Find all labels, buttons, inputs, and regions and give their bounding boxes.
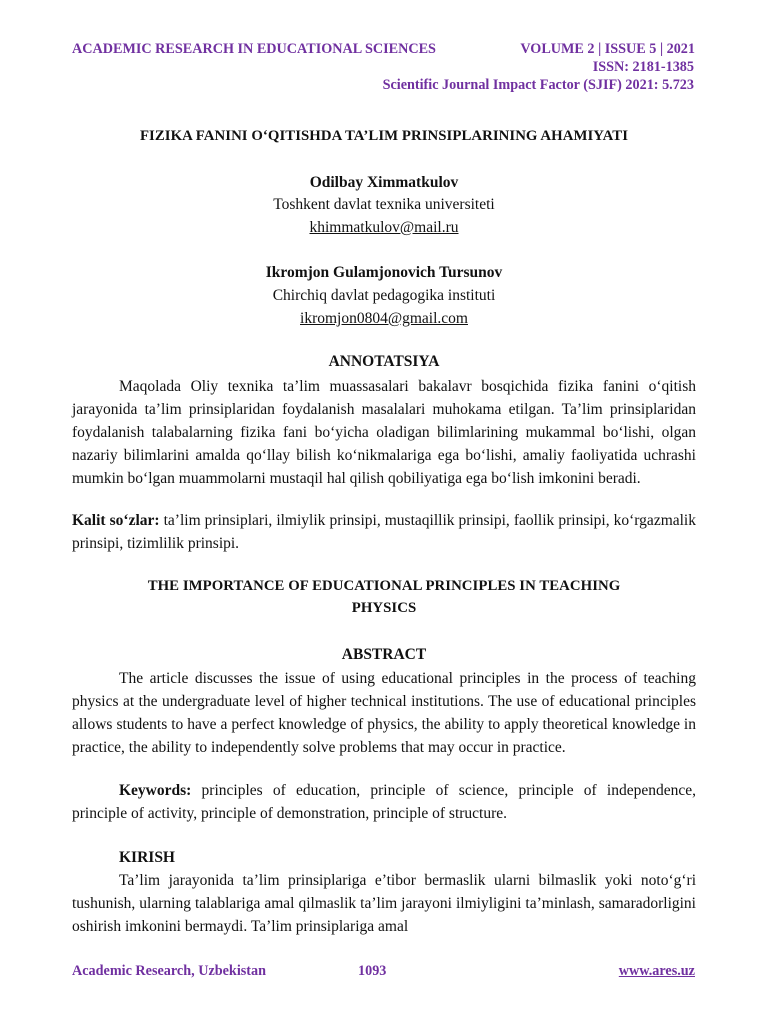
journal-name: ACADEMIC RESEARCH IN EDUCATIONAL SCIENCES [72,41,436,57]
keywords-label: Kalit so‘zlar: [72,512,160,529]
abstract-heading: ABSTRACT [341,646,427,663]
paper-title-en-line2: PHYSICS [351,600,417,616]
author-affiliation: Chirchiq davlat pedagogika instituti [272,287,496,304]
annotatsiya-text: Maqolada Oliy texnika ta’lim muassasalari bakalavr bosqichida fizika fanini o‘qitish jarayonida ta’lim prinsiplaridan foydalanish masalalari muhokama etilgan. Ta’lim prinsiplaridan foydalanish talabalarning fizika fani bo‘yicha oladigan bilimlarining mukammal bo‘lishi, olgan nazariy bilimlarini amalda qo‘llay bilish ko‘nikmalariga ega bo‘lishi, amaliy faoliyatida uchrashi mumkin bo‘lgan muammolarni mustaqil hal qilish qobiliyatiga ega bo‘lish imkonini beradi. [72,378,696,487]
keywords-list: ta’lim prinsiplari, ilmiylik prinsipi, mustaqillik prinsipi, faollik prinsipi, ko‘rgazmalik prinsipi, tizimlilik prinsipi. [72,512,696,552]
abstract-text: The article discusses the issue of using educational principles in the process of teaching physics at the undergraduate level of higher technical institutions. The use of educational principles allows students to have a perfect knowledge of physics, the ability to apply theoretical knowledge in practice, the ability to independently solve problems that may occur in practice. [72,670,696,756]
author-affiliation: Toshkent davlat texnika universiteti [273,196,495,213]
footer-website-link[interactable]: www.ares.uz [618,963,695,979]
author-email-row [72,310,696,328]
author-email-row [72,219,696,237]
impact-factor: Scientific Journal Impact Factor (SJIF) 2021: 5.723 [382,77,694,93]
annotatsiya-keywords [72,509,696,555]
paper-title-uz: FIZIKA FANINI O‘QITISHDA TA’LIM PRINSIPLARINING AHAMIYATI [139,128,629,144]
abstract-keywords [72,779,696,825]
annotatsiya-heading: ANNOTATSIYA [328,353,440,370]
keywords-label: Keywords: [119,782,192,799]
author-name: Ikromjon Gulamjonovich Tursunov [265,264,503,281]
page-number: 1093 [358,963,387,979]
keywords-list: principles of education, principle of science, principle of independence, principle of activity, principle of demonstration, principle of structure. [72,782,696,822]
issn: ISSN: 2181-1385 [592,59,694,75]
author-email-link[interactable]: ikromjon0804@gmail.com [300,310,468,327]
kirish-text: Ta’lim jarayonida ta’lim prinsiplariga e’tibor bermaslik ularni bilmaslik yoki noto‘g‘ri tushunish, ularning talablariga amal qilmaslik ta’lim jarayoni ilmiyligini ta’minlash, samaradorligini oshirish imkonini bermaydi. Ta’lim prinsiplariga amal [72,872,696,935]
footer-publisher: Academic Research, Uzbekistan [72,963,266,979]
kirish-heading: KIRISH [119,849,175,866]
author-name: Odilbay Ximmatkulov [309,174,459,191]
paper-title-en-line1: THE IMPORTANCE OF EDUCATIONAL PRINCIPLES IN TEACHING [147,578,621,594]
author-email-link[interactable]: khimmatkulov@mail.ru [309,219,459,236]
volume-issue: VOLUME 2 | ISSUE 5 | 2021 [520,41,695,57]
